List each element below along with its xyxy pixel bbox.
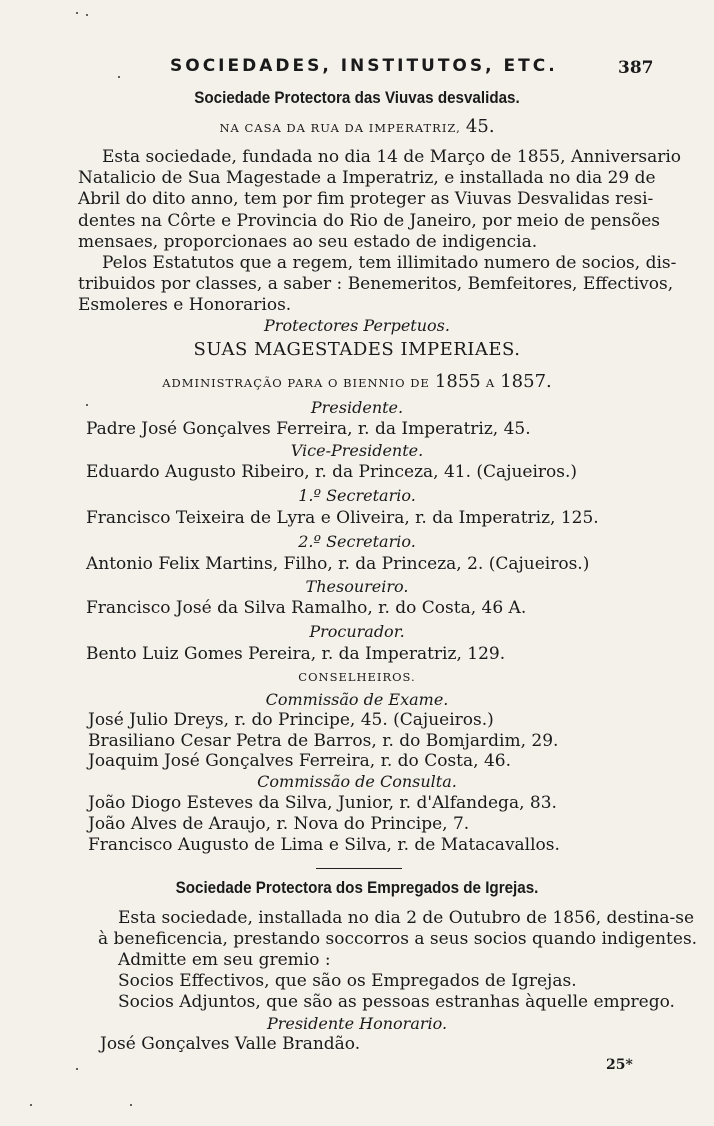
member-entry: Francisco Augusto de Lima e Silva, r. de Matacavallos. <box>88 835 560 855</box>
page-number: 387 <box>618 58 654 78</box>
signature-mark: 25* <box>606 1057 633 1073</box>
member-entry: Joaquim José Gonçalves Ferreira, r. do Costa, 46. <box>88 751 511 771</box>
page-speck <box>30 1104 32 1106</box>
paragraph-line: Pelos Estatutos que a regem, tem illimitado numero de socios, dis- <box>102 253 677 273</box>
role-heading: Procurador. <box>309 622 405 641</box>
address-number: 45. <box>465 116 495 137</box>
officer-entry: Francisco Teixeira de Lyra e Oliveira, r. da Imperatriz, 125. <box>86 508 599 528</box>
officer-entry: Eduardo Augusto Ribeiro, r. da Princeza, 41. (Cajueiros.) <box>86 462 578 482</box>
role-heading: 2.º Secretario. <box>298 532 416 551</box>
page-speck <box>118 76 120 78</box>
page-speck <box>130 1104 132 1106</box>
page-speck <box>86 14 88 16</box>
address-line <box>0 118 714 136</box>
running-title: SOCIEDADES, INSTITUTOS, ETC. <box>170 56 558 76</box>
page-speck <box>76 12 78 14</box>
officer-entry: Bento Luiz Gomes Pereira, r. da Imperatriz, 129. <box>86 644 506 664</box>
address-label: NA CASA DA RUA DA IMPERATRIZ, <box>219 121 461 135</box>
page-speck <box>76 1068 78 1070</box>
exam-heading: Commissão de Exame. <box>265 690 449 709</box>
paragraph-line: Socios Effectivos, que são os Empregados de Igrejas. <box>118 971 577 991</box>
section-divider <box>316 868 402 869</box>
admin-heading <box>0 373 714 391</box>
admin-label: ADMINISTRAÇÃO PARA O BIENNIO DE <box>162 376 430 390</box>
admin-a: A <box>485 376 496 390</box>
paragraph-line: à beneficencia, prestando soccorros a seus socios quando indigentes. <box>98 929 698 949</box>
role-heading: Presidente. <box>310 398 404 417</box>
member-entry: João Alves de Araujo, r. Nova do Principe, 7. <box>88 814 470 834</box>
paragraph-line: mensaes, proporcionaes ao seu estado de indigencia. <box>78 232 538 252</box>
member-entry: Brasiliano Cesar Petra de Barros, r. do Bomjardim, 29. <box>88 731 559 751</box>
role-heading: 1.º Secretario. <box>298 486 416 505</box>
paragraph-line: Esmoleres e Honorarios. <box>78 295 292 315</box>
admin-year-to: 1857. <box>500 371 552 392</box>
admin-year-from: 1855 <box>434 371 481 392</box>
councillors-heading: CONSELHEIROS. <box>298 670 416 684</box>
paragraph-line: tribuidos por classes, a saber : Benemeritos, Bemfeitores, Effectivos, <box>78 274 674 294</box>
member-entry: José Julio Dreys, r. do Principe, 45. (Cajueiros.) <box>88 710 494 730</box>
protectors-name: SUAS MAGESTADES IMPERIAES. <box>193 339 521 360</box>
president-name: José Gonçalves Valle Brandão. <box>100 1034 361 1054</box>
paragraph-line: Admitte em seu gremio : <box>118 950 331 970</box>
paragraph-line: Natalicio de Sua Magestade a Imperatriz, e installada no dia 29 de <box>78 168 656 188</box>
section-title: Sociedade Protectora das Viuvas desvalidas. <box>194 89 520 107</box>
role-heading: Vice-Presidente. <box>290 441 424 460</box>
paragraph-line: Socios Adjuntos, que são as pessoas estranhas àquelle emprego. <box>118 992 675 1012</box>
officer-entry: Francisco José da Silva Ramalho, r. do Costa, 46 A. <box>86 598 527 618</box>
paragraph-line: Abril do dito anno, tem por fim proteger as Viuvas Desvalidas resi- <box>78 189 654 209</box>
protectors-heading: Protectores Perpetuos. <box>264 316 450 335</box>
paragraph-line: dentes na Côrte e Provincia do Rio de Janeiro, por meio de pensões <box>78 211 661 231</box>
president-heading: Presidente Honorario. <box>266 1014 448 1033</box>
officer-entry: Padre José Gonçalves Ferreira, r. da Imperatriz, 45. <box>86 419 531 439</box>
member-entry: João Diogo Esteves da Silva, Junior, r. d'Alfandega, 83. <box>88 793 557 813</box>
paragraph-line: Esta sociedade, installada no dia 2 de Outubro de 1856, destina-se <box>118 908 695 928</box>
consult-heading: Commissão de Consulta. <box>257 772 457 791</box>
role-heading: Thesoureiro. <box>305 577 409 596</box>
paragraph-line: Esta sociedade, fundada no dia 14 de Março de 1855, Anniversario <box>102 147 682 167</box>
officer-entry: Antonio Felix Martins, Filho, r. da Princeza, 2. (Cajueiros.) <box>86 554 590 574</box>
section-title: Sociedade Protectora dos Empregados de Igrejas. <box>175 879 539 897</box>
